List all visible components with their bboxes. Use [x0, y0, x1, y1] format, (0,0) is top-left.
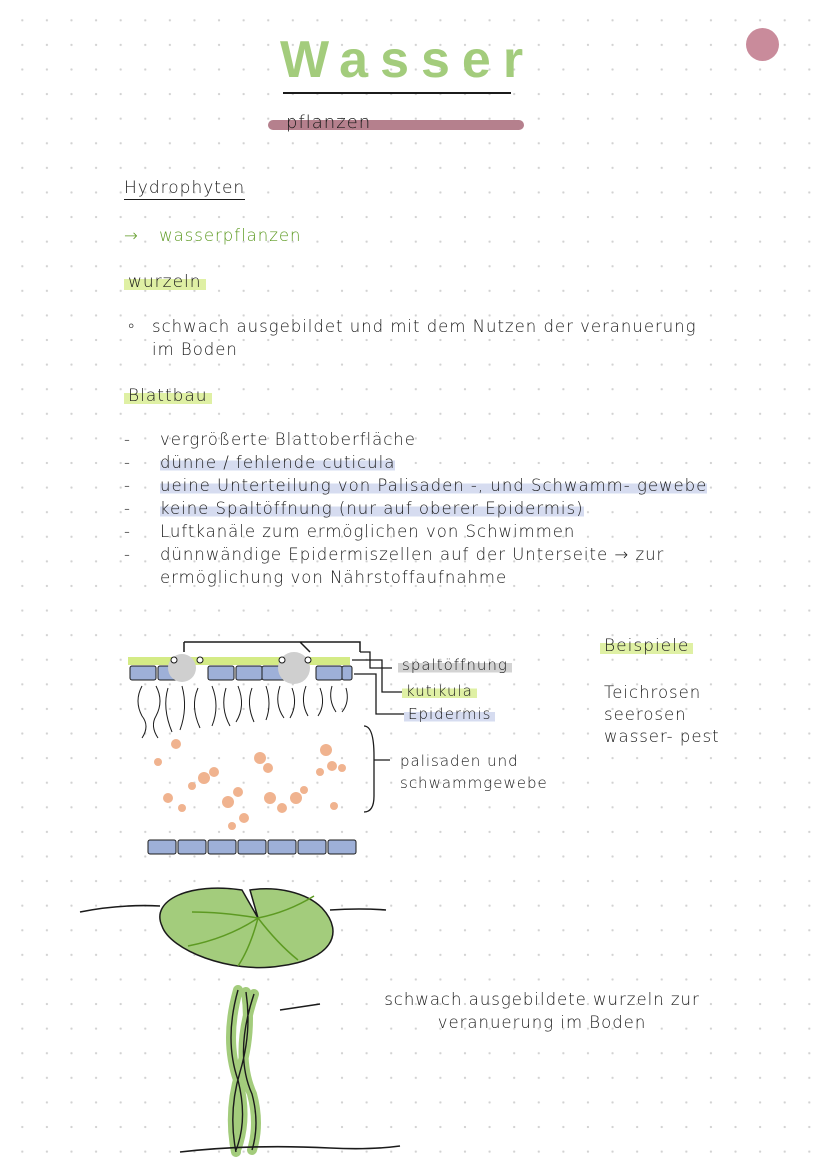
arrow-icon: →: [124, 226, 139, 245]
list-item-text: ueine Unterteilung von Palisaden -, und Schwamm- gewebe: [160, 476, 708, 495]
section-heading-roots: [124, 272, 206, 292]
bullet-dot-icon: ∘: [126, 316, 138, 335]
page-title: Wasser: [280, 31, 536, 89]
label-epidermis-text: Epidermis: [404, 705, 495, 723]
hydrophyten-heading: Hydrophyten: [124, 178, 246, 198]
list-item: [124, 543, 764, 589]
caption-pointer: [280, 1004, 320, 1010]
cuticle-layer: [128, 657, 350, 665]
example-item: seerosen: [604, 705, 687, 724]
list-item-text: dünne / fehlende cuticula: [160, 453, 396, 472]
plant-caption: schwach ausgebildete wurzeln zur veranuerung im Boden: [384, 990, 700, 1032]
label-stomata: [398, 656, 512, 674]
page-subtitle: pflanzen: [286, 112, 372, 133]
decorative-dot: [746, 28, 779, 61]
roots-bullet-text: schwach ausgebildet und mit dem Nutzen der veranuerung im Boden: [152, 317, 697, 359]
section-heading-hydrophyten: [124, 178, 245, 198]
leaf-heading: Blattbau: [124, 386, 212, 406]
example-item: wasser- pest: [604, 727, 720, 746]
title-underline: [283, 92, 511, 94]
examples-list: [604, 682, 724, 748]
list-item: [124, 451, 764, 474]
palisade-cells: [138, 686, 347, 738]
examples-heading-text: Beispiele: [600, 636, 693, 656]
section-heading-leaf: [124, 386, 212, 406]
examples-heading: [600, 636, 693, 656]
upper-epidermis: [130, 666, 352, 680]
label-tissue: palisaden und schwammgewebe: [400, 752, 548, 792]
list-item: [124, 497, 764, 520]
list-item-text: Luftkanäle zum ermöglichen von Schwimmen: [160, 522, 576, 541]
leader-lines: [352, 652, 404, 812]
label-stomata-text: spaltöffnung: [398, 656, 512, 674]
list-item: [124, 428, 764, 451]
translation-line: [124, 224, 302, 247]
ground-line: [180, 1146, 400, 1152]
translation-text: wasserpflanzen: [159, 226, 302, 245]
label-cuticle: [402, 682, 477, 700]
list-item-text: keine Spaltöffnung (nur auf oberer Epidermis): [160, 499, 584, 518]
list-item-text: dünnwändige Epidermiszellen auf der Unterseite → zur ermöglichung von Nährstoffaufnahme: [160, 545, 665, 587]
list-item-text: vergrößerte Blattoberfläche: [160, 430, 416, 449]
example-item: Teichrosen: [604, 683, 702, 702]
leaf-list: [124, 428, 764, 589]
roots-heading: wurzeln: [124, 272, 206, 292]
label-epidermis: [404, 705, 495, 723]
spongy-cells: [154, 739, 346, 830]
list-item: [124, 474, 764, 497]
label-cuticle-text: kutikula: [402, 682, 477, 700]
roots-bullet: [124, 315, 712, 361]
lower-epidermis: [148, 840, 356, 854]
stomata-bracket: [184, 642, 360, 652]
list-item: [124, 520, 764, 543]
